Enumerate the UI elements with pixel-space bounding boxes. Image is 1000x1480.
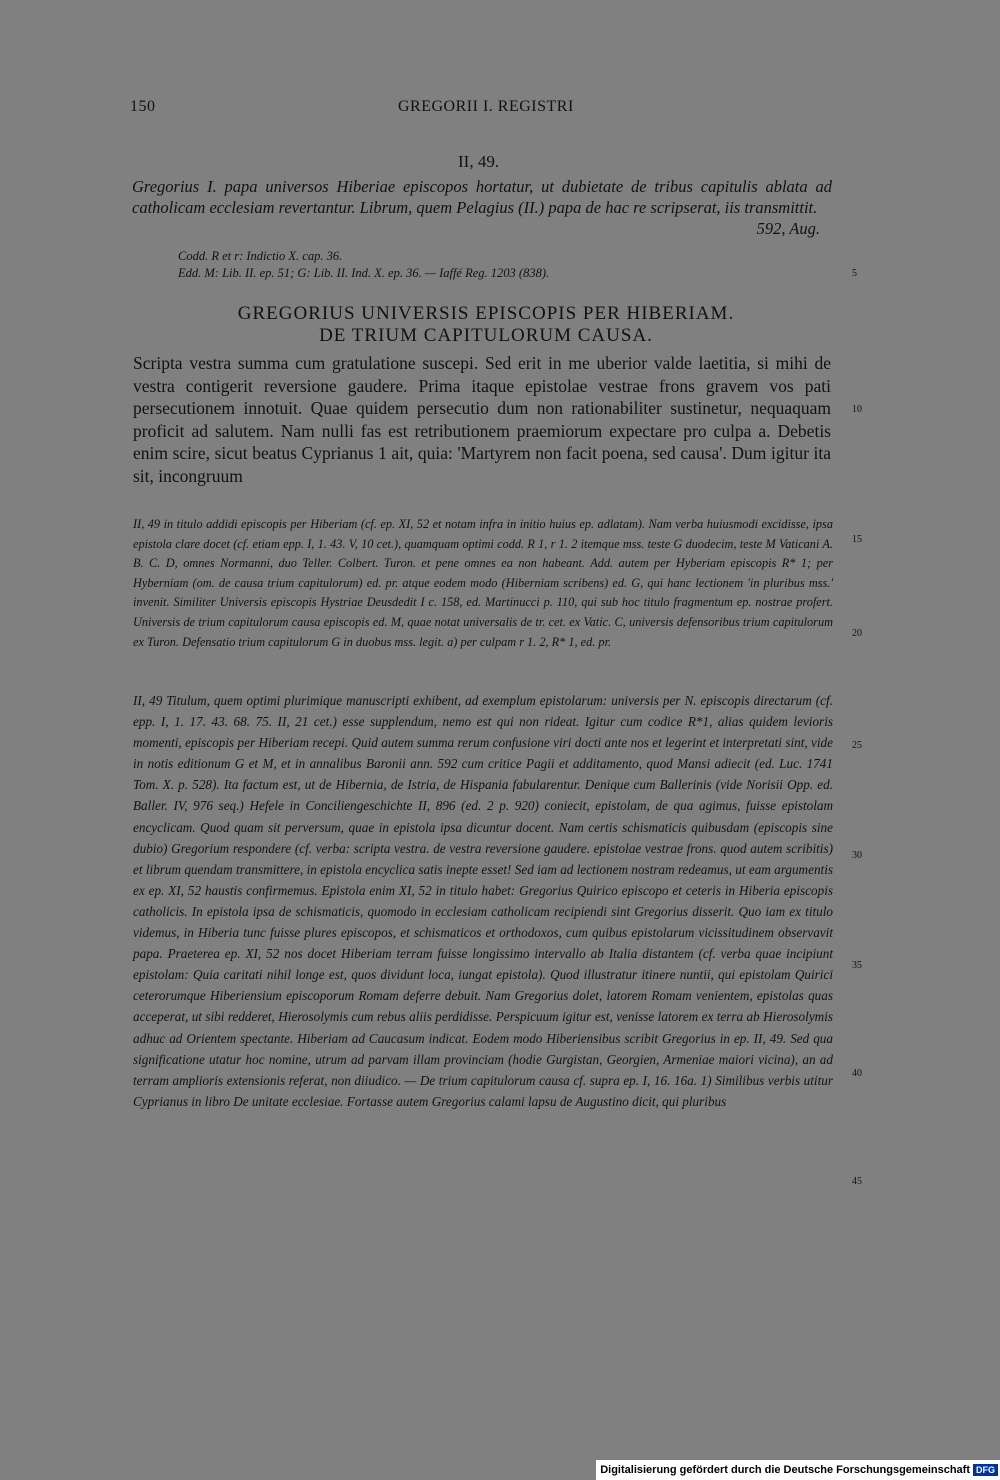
page-number: 150	[130, 98, 156, 115]
codices-line: Codd. R et r: Indictio X. cap. 36.	[178, 249, 343, 263]
letter-body: Scripta vestra summa cum gratulatione suscepi. Sed erit in me uberior valde laetitia, si mihi de vestra contigerit reversione gaudere. Prima itaque epistolae vestrae frons gravem vos pati persecutionem innotuit. Quae quidem persecutio dum non rationabiliter sustinetur, nequaquam proficit ad salutem. Nam nulli fas est retributionem praemiorum expectare pro culpa a. Debetis enim scire, sicut beatus Cyprianus 1 ait, quia: 'Martyrem non facit poena, sed causa'. Dum igitur ita sit, incongruum	[133, 353, 831, 486]
line-number: 5	[852, 268, 857, 279]
summary-text: Gregorius I. papa universos Hiberiae episcopos hortatur, ut dubietate de tribus capitulis ablata ad catholicam ecclesiam revertantur. Librum, quem Pelagius (II.) papa de hac re scripserat, iis transmittit.	[132, 177, 832, 217]
letter-summary	[132, 176, 832, 239]
line-number: 20	[852, 628, 862, 639]
footer-text: Digitalisierung gefördert durch die Deutsche Forschungsgemeinschaft	[600, 1464, 970, 1476]
letter-title: GREGORIUS UNIVERSIS EPISCOPIS PER HIBERIAM.	[237, 303, 735, 324]
line-number: 15	[852, 534, 862, 545]
line-number: 40	[852, 1068, 862, 1079]
line-number: 10	[852, 404, 862, 415]
line-number: 25	[852, 740, 862, 751]
dfg-logo: DFG	[973, 1464, 998, 1476]
dfg-footer	[596, 1460, 1000, 1480]
line-number: 30	[852, 850, 862, 861]
running-title: GREGORII I. REGISTRI	[398, 98, 574, 115]
line-number: 45	[852, 1176, 862, 1187]
editions-line: Edd. M: Lib. II. ep. 51; G: Lib. II. Ind. X. ep. 36. — Iaffé Reg. 1203 (838).	[178, 266, 550, 280]
letter-subtitle: DE TRIUM CAPITULORUM CAUSA.	[319, 325, 653, 346]
critical-apparatus: II, 49 in titulo addidi episcopis per Hiberiam (cf. ep. XI, 52 et notam infra in initio huius ep. adlatam). Nam verba huiusmodi excidisse, ipsa epistola clare docet (cf. etiam epp. I, 1. 43. V, 10 cet.), quamquam optimi codd. R 1, r 1. 2 itemque mss. teste G duodecim, teste M Vaticani A. B. C. D, omnes Normanni, duo Teller. Colbert. Turon. et pene omnes ea non habeant. Add. autem per Hyberiam episcopis R* 1; per Hyberniam (om. de causa trium capitulorum) ed. pr. atque eodem modo (Hiberniam scribens) ed. G, qui hanc lectionem 'in pluribus mss.' invenit. Similiter Universis episcopis Hystriae Deusdedit I c. 158, ed. Martinucci p. 110, qui sub hoc titulo fragmentum ep. nostrae profert. Universis de trium capitulorum causa episcopis ed. M, quae notat universalis de tr. cet. ex Vatic. C, universis defensoribus trium capitulorum ex Turon. Defensatio trium capitulorum G in duobus mss. legit. a) per culpam r 1. 2, R* 1, ed. pr.	[133, 517, 833, 649]
letter-number: II, 49.	[458, 152, 500, 171]
commentary-notes: II, 49 Titulum, quem optimi plurimique manuscripti exhibent, ad exemplum epistolarum: universis per N. episcopis directarum (cf. epp. I, 1. 17. 43. 68. 75. II, 21 cet.) esse supplendum, nemo est qui non rideat. Igitur cum codice R*1, alias quidem levioris momenti, episcopis per Hiberiam recepi. Quid autem summa rerum confusione viri docti ante nos et legerint et interpretati sint, vide in notis editionum G et M, et in annalibus Baronii ann. 592 cum critice Pagii et additamento, quod Mansi adiecit (ed. Luc. 1741 Tom. X. p. 528). Ita factum est, ut de Hibernia, de Istria, de Hispania fabularentur. Denique cum Ballerinis (vide Norisii Opp. ed. Baller. IV, 976 seq.) Hefele in Conciliengeschichte II, 896 (ed. 2 p. 920) coniecit, epistolam, de qua agimus, fuisse epistolam encyclicam. Quod quam sit perversum, quae in epistola ipsa dicuntur docent. Nam certis schismaticis quibusdam (episcopis sine dubio) Gregorium respondere (cf. verba: scripta vestra. de vestra reversione gaudere. epistolae vestrae frons. quod autem scribitis) et librum quendam transmittere, in epistola encyclica satis inepte esset! Sed iam ad lectionem nostram redeamus, ut eam argumentis ex ep. XI, 52 haustis confirmemus. Epistola enim XI, 52 in titulo habet: Gregorius Quirico episcopo et ceteris in Hiberia episcopis catholicis. In epistola ipsa de schismaticis, quomodo in ecclesiam catholicam recipiendi sint Gregorius disserit. Quo iam ex titulo videmus, in Hiberia tunc fuisse plures episcopos, et schismaticos et orthodoxos, cum quibus epistolarum vicissitudinem observavit papa. Praeterea ep. XI, 52 nos docet Hiberiam terram fuisse longissimo intervallo ab Italia distantem (cf. verba quae incipiunt epistolam: Quia caritati nihil longe est, quos dividunt loca, iungat epistola). Quod illustratur itinere nuntii, qui epistolam Quirici ceterorumque Hiberiensium episcoporum Romam deferre debuit. Nam Gregorius dolet, latorem Romam venientem, epistolas quas acceperat, ut sibi redderet, Hierosolymis cum rebus aliis perdidisse. Perspicuum igitur est, venisse latorem ex terra ab Hierosolymis adhuc ad Orientem spectante. Hiberiam ad Caucasum indicat. Eodem modo Hiberiensibus scribit Gregorius in ep. II, 49. Sed qua significatione utatur hoc nomine, utrum ad parvam illam provinciam (hodie Gurgistan, Georgien, Armeniae maiori vicina), an ad terram amplioris extensionis referat, non diiudico. — De trium capitulorum causa cf. supra ep. I, 16. 16a. 1) Similibus verbis utitur Cyprianus in libro De unitate ecclesiae. Fortasse autem Gregorius calami lapsu de Augustino dicit, qui pluribus	[133, 693, 833, 1109]
letter-date: 592, Aug.	[756, 219, 820, 238]
line-number: 35	[852, 960, 862, 971]
